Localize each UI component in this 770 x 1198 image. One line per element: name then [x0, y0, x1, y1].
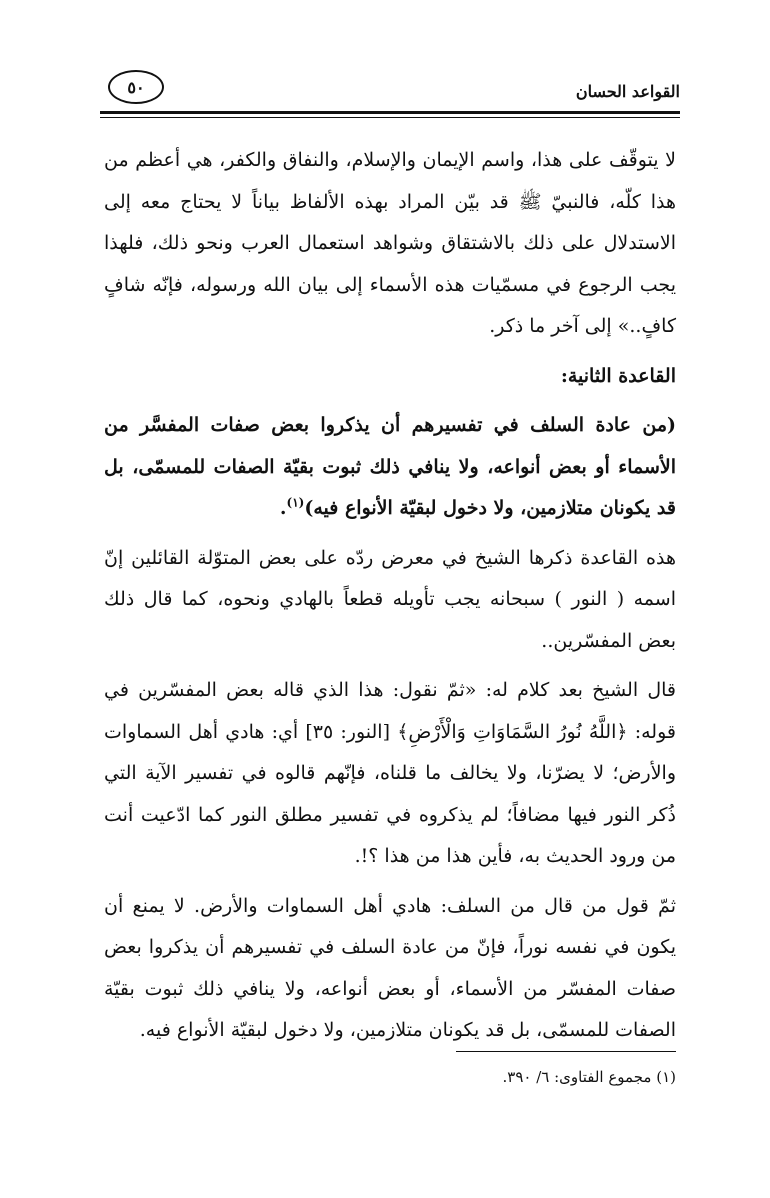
rule-statement: (من عادة السلف في تفسيرهم أن يذكروا بعض صفات المفسَّر من الأسماء أو بعض أنواعه، ولا ينافي ذلك ثبوت بقيّة الصفات للمسمّى، بل قد يكونان متلازمين، ولا دخول لبقيّة الأنواع فيه)$^{(١)}$. [104, 414, 676, 519]
header-rule-thin [100, 117, 680, 118]
page-header [100, 62, 680, 110]
footnote-rule [456, 1051, 676, 1052]
page-body [104, 140, 676, 1060]
paragraph-2: هذه القاعدة ذكرها الشيخ في معرض ردّه على بعض المتوّلة القائلين إنّ اسمه ( النور ) سبحانه يجب تأويله قطعاً بالهادي ونحوه، كما قال ذلك بعض المفسّرين.. [104, 546, 676, 652]
footnote-ref: (١) [286, 495, 305, 510]
book-title: القواعد الحسان [575, 82, 680, 101]
rule-text: (من عادة السلف في تفسيرهم أن يذكروا بعض صفات المفسَّر من الأسماء أو بعض أنواعه، ولا ينافي ذلك ثبوت بقيّة الصفات للمسمّى، بل قد يكونان متلازمين، ولا دخول لبقيّة الأنواع فيه) [104, 414, 676, 519]
paragraph-3: قال الشيخ بعد كلام له: «ثمّ نقول: هذا الذي قاله بعض المفسّرين في قوله: ﴿اللَّهُ نُورُ السَّمَاوَاتِ وَالْأَرْضِ﴾ [النور: ٣٥] أي: هادي أهل السماوات والأرض؛ لا يضرّنا، ولا يخالف ما قلناه، فإنّهم قالوه في تفسير الآية التي ذُكر النور فيها مضافاً؛ لم يذكروه في تفسير مطلق النور كما ادّعيت أنت من ورود الحديث به، فأين هذا من هذا ؟!. [104, 679, 676, 867]
footnote: (١) مجموع الفتاوى: ٦/ ٣٩٠. [502, 1068, 676, 1086]
paragraph-4: ثمّ قول من قال من السلف: هادي أهل السماوات والأرض. لا يمنع أن يكون في نفسه نوراً، فإنّ من عادة السلف في تفسيرهم أن يذكروا بعض صفات المفسّر من الأسماء، أو بعض أنواعه، ولا ينافي ذلك ثبوت بقيّة الصفات للمسمّى، بل قد يكونان متلازمين، ولا دخول لبقيّة الأنواع فيه. [104, 894, 676, 1041]
paragraph-1: لا يتوقّف على هذا، واسم الإيمان والإسلام، والنفاق والكفر، هي أعظم من هذا كلّه، فالنبيّ ﷺ قد بيّن المراد بهذه الألفاظ بياناً لا يحتاج معه إلى الاستدلال على ذلك بالاشتقاق وشواهد استعمال العرب ونحو ذلك، فلهذا يجب الرجوع في مسمّيات هذه الأسماء إلى بيان الله ورسوله، فإنّه شافٍ كافٍ..» إلى آخر ما ذكر. [104, 149, 676, 337]
section-heading: القاعدة الثانية: [560, 364, 676, 387]
page-number: ٥٠ [108, 70, 164, 104]
header-rule-thick [100, 111, 680, 114]
